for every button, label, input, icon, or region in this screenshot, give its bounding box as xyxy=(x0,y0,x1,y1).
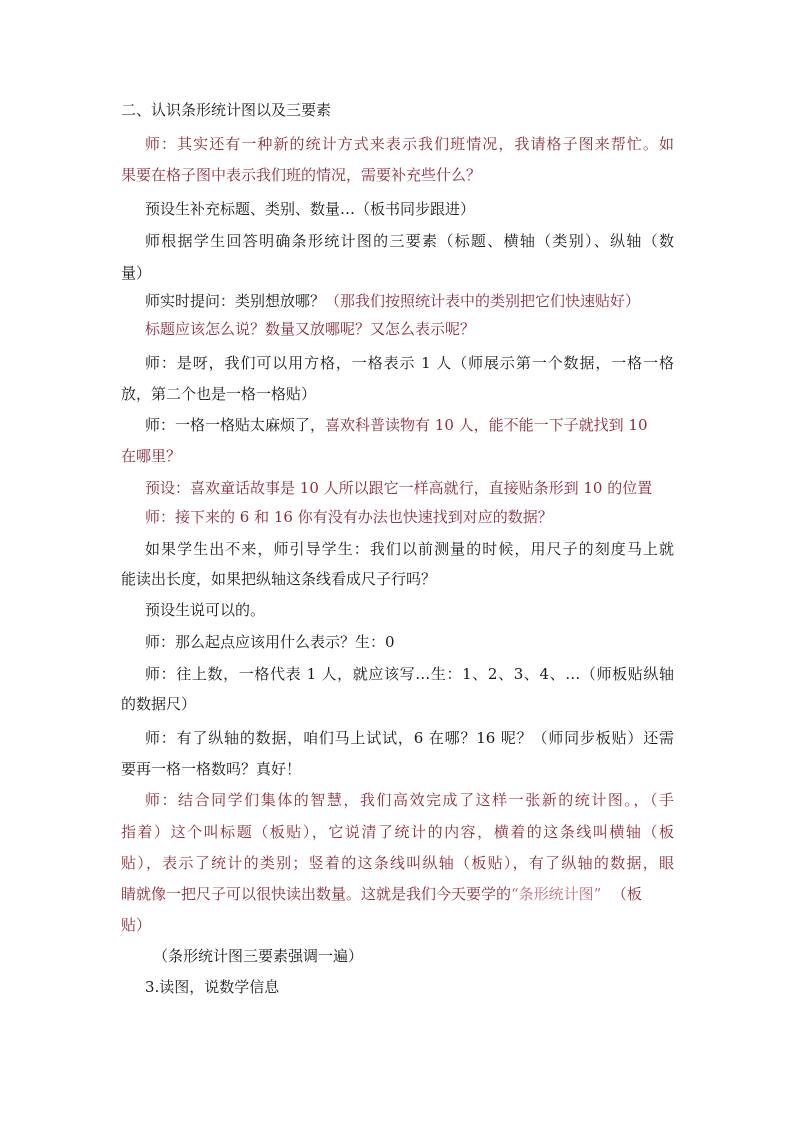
paragraph-line: 指着）这个叫标题（板贴），它说清了统计的内容，横着的这条线叫横轴（板 xyxy=(121,823,674,841)
subsection-heading: 3.读图，说数学信息 xyxy=(145,978,280,996)
paragraph-line: 师：其实还有一种新的统计方式来表示我们班情况，我请格子图来帮忙。如 xyxy=(145,135,674,153)
paragraph-line: 放，第二个也是一格一格贴） xyxy=(121,385,317,403)
teacher-speech: 师：一格一格贴太麻烦了， xyxy=(145,416,326,434)
paragraph-line: 师：那么起点应该用什么表示？生：0 xyxy=(145,633,395,651)
paragraph-line: 预设生补充标题、类别、数量…（板书同步跟进） xyxy=(145,200,476,218)
paragraph-line xyxy=(145,415,648,435)
paragraph-line: 预设生说可以的。 xyxy=(145,601,266,619)
teacher-note: （那我们按照统计表中的类别把它们快速贴好） xyxy=(325,292,641,310)
paragraph-line: 师：有了纵轴的数据，咱们马上试试，6 在哪？16 呢？（师同步板贴）还需 xyxy=(145,729,674,747)
paragraph-line: 在哪里？ xyxy=(121,447,182,465)
paragraph-line: 师：接下来的 6 和 16 你有没有办法也快速找到对应的数据？ xyxy=(145,508,553,526)
paragraph-line: 能读出长度，如果把纵轴这条线看成尺子行吗？ xyxy=(121,570,437,588)
paragraph-line: 如果学生出不来，师引导学生：我们以前测量的时候，用尺子的刻度马上就 xyxy=(145,540,674,558)
teacher-question: 喜欢科普读物有 10 人，能不能一下子就找到 10 xyxy=(325,416,648,434)
paragraph-line: 师：是呀，我们可以用方格，一格表示 1 人（师展示第一个数据，一格一格 xyxy=(145,354,674,372)
paragraph-line: 量） xyxy=(121,264,152,282)
paragraph-line: 师根据学生回答明确条形统计图的三要素（标题、横轴（类别）、纵轴（数 xyxy=(145,232,674,250)
paragraph-line xyxy=(121,884,642,904)
paragraph-line: 贴） xyxy=(121,916,152,934)
paragraph-line: 果要在格子图中表示我们班的情况，需要补充些什么？ xyxy=(121,166,482,184)
paragraph-line: 师：往上数，一格代表 1 人，就应该写…生：1、2、3、4、…（师板贴纵轴 xyxy=(145,665,674,683)
paragraph-line: 的数据尺） xyxy=(121,695,197,713)
paragraph-line: 要再一格一格数吗？真好！ xyxy=(121,760,302,778)
summary-text-end: （板 xyxy=(619,885,642,903)
paragraph-line: 标题应该怎么说？数量又放哪呢？又怎么表示呢？ xyxy=(145,320,476,338)
question-text: 师实时提问：类别想放哪？ xyxy=(145,292,326,310)
paragraph-line xyxy=(145,291,640,311)
paragraph-line: 师：结合同学们集体的智慧，我们高效完成了这样一张新的统计图。，（手 xyxy=(145,791,674,809)
paragraph-line: 贴），表示了统计的类别；竖着的这条线叫纵轴（板贴），有了纵轴的数据，眼 xyxy=(121,854,674,872)
summary-text: 睛就像一把尺子可以很快读出数量。这就是我们今天要学的 xyxy=(121,885,512,903)
paragraph-line: （条形统计图三要素强调一遍） xyxy=(153,947,364,965)
section-heading: 二、认识条形统计图以及三要素 xyxy=(121,101,332,119)
highlight-term: “条形统计图” xyxy=(511,885,602,903)
paragraph-line: 预设：喜欢童话故事是 10 人所以跟它一样高就行，直接贴条形到 10 的位置 xyxy=(145,479,653,497)
